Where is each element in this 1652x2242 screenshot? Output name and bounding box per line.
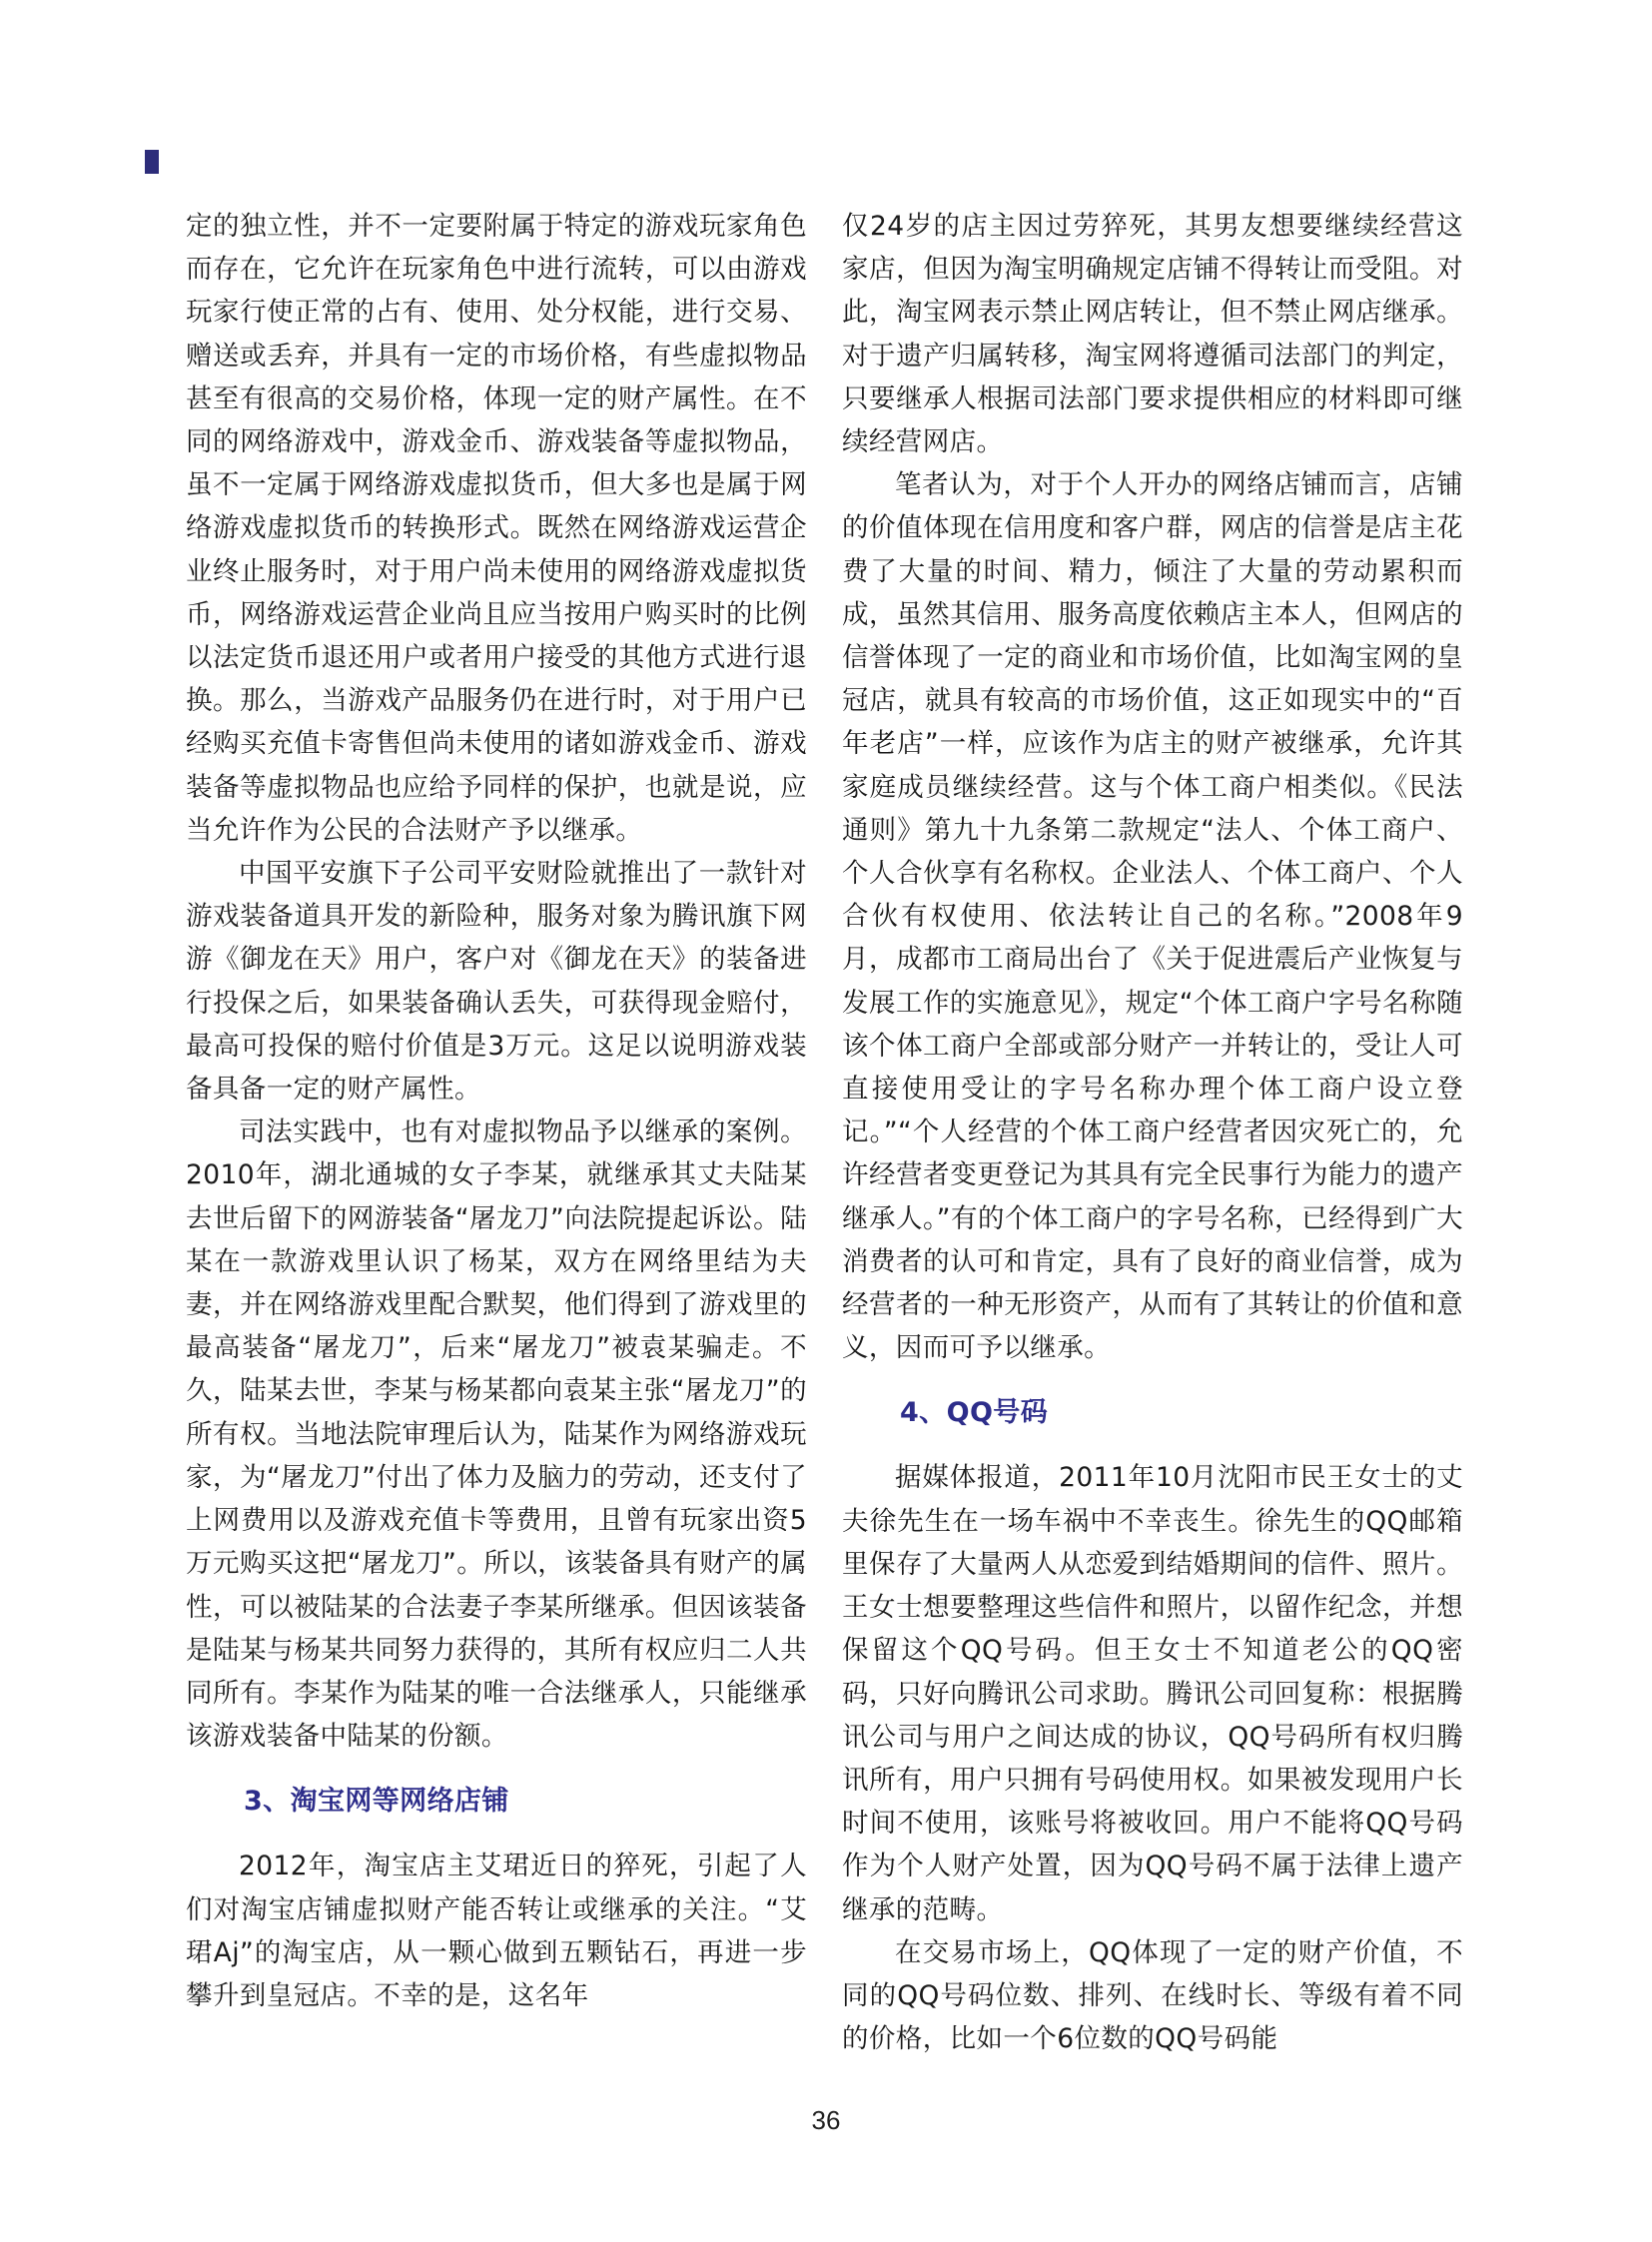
right-column [842,205,1463,2060]
section-heading-3: 3、淘宝网等网络店铺 [244,1786,509,1818]
left-paragraph-4: 2012年，淘宝店主艾珺近日的猝死，引起了人们对淘宝店铺虚拟财产能否转让或继承的关注。“艾珺Aj”的淘宝店，从一颗心做到五颗钻石，再进一步攀升到皇冠店。不幸的是，这名年 [186,1851,807,2011]
right-paragraph-2: 笔者认为，对于个人开办的网络店铺而言，店铺的价值体现在信用度和客户群，网店的信誉是店主花费了大量的时间、精力，倾注了大量的劳动累积而成，虽然其信用、服务高度依赖店主本人，但网店的信誉体现了一定的商业和市场价值，比如淘宝网的皇冠店，就具有较高的市场价值，这正如现实中的“百年老店”一样，应该作为店主的财产被继承，允许其家庭成员继续经营。这与个体工商户相类似。《民法通则》第九十九条第二款规定“法人、个体工商户、个人合伙享有名称权。企业法人、个体工商户、个人合伙有权使用、依法转让自己的名称。”2008年9月，成都市工商局出台了《关于促进震后产业恢复与发展工作的实施意见》，规定“个体工商户字号名称随该个体工商户全部或部分财产一并转让的，受让人可直接使用受让的字号名称办理个体工商户设立登记。”“个人经营的个体工商户经营者因灾死亡的，允许经营者变更登记为其具有完全民事行为能力的遗产继承人。”有的个体工商户的字号名称，已经得到广大消费者的认可和肯定，具有了良好的商业信誉，成为经营者的一种无形资产，从而有了其转让的价值和意义，因而可予以继承。 [842,469,1463,1364]
page-number: 36 [811,2105,841,2135]
left-column [186,205,807,2017]
section-heading-4: 4、QQ号码 [900,1397,1049,1429]
right-paragraph-3: 据媒体报道，2011年10月沈阳市民王女士的丈夫徐先生在一场车祸中不幸丧生。徐先生的QQ邮箱里保存了大量两人从恋爱到结婚期间的信件、照片。王女士想要整理这些信件和照片，以留作纪念，并想保留这个QQ号码。但王女士不知道老公的QQ密码，只好向腾讯公司求助。腾讯公司回复称：根据腾讯公司与用户之间达成的协议，QQ号码所有权归腾讯所有，用户只拥有号码使用权。如果被发现用户长时间不使用，该账号将被收回。用户不能将QQ号码作为个人财产处置，因为QQ号码不属于法律上遗产继承的范畴。 [842,1462,1463,1925]
left-paragraph-1: 定的独立性，并不一定要附属于特定的游戏玩家角色而存在，它允许在玩家角色中进行流转，可以由游戏玩家行使正常的占有、使用、处分权能，进行交易、赠送或丢弃，并具有一定的市场价格，有些虚拟物品甚至有很高的交易价格，体现一定的财产属性。在不同的网络游戏中，游戏金币、游戏装备等虚拟物品，虽不一定属于网络游戏虚拟货币，但大多也是属于网络游戏虚拟货币的转换形式。既然在网络游戏运营企业终止服务时，对于用户尚未使用的网络游戏虚拟货币，网络游戏运营企业尚且应当按用户购买时的比例以法定货币退还用户或者用户接受的其他方式进行退换。那么，当游戏产品服务仍在进行时，对于用户已经购买充值卡寄售但尚未使用的诸如游戏金币、游戏装备等虚拟物品也应给予同样的保护，也就是说，应当允许作为公民的合法财产予以继承。 [186,211,807,846]
right-paragraph-1: 仅24岁的店主因过劳猝死，其男友想要继续经营这家店，但因为淘宝明确规定店铺不得转让而受阻。对此，淘宝网表示禁止网店转让，但不禁止网店继承。对于遗产归属转移，淘宝网将遵循司法部门的判定，只要继承人根据司法部门要求提供相应的材料即可继续经营网店。 [842,211,1463,458]
left-paragraph-3: 司法实践中，也有对虚拟物品予以继承的案例。2010年，湖北通城的女子李某，就继承其丈夫陆某去世后留下的网游装备“屠龙刀”向法院提起诉讼。陆某在一款游戏里认识了杨某，双方在网络里结为夫妻，并在网络游戏里配合默契，他们得到了游戏里的最高装备“屠龙刀”，后来“屠龙刀”被袁某骗走。不久，陆某去世，李某与杨某都向袁某主张“屠龙刀”的所有权。当地法院审理后认为，陆某作为网络游戏玩家，为“屠龙刀”付出了体力及脑力的劳动，还支付了上网费用以及游戏充值卡等费用，且曾有玩家出资5万元购买这把“屠龙刀”。所以，该装备具有财产的属性，可以被陆某的合法妻子李某所继承。但因该装备是陆某与杨某共同努力获得的，其所有权应归二人共同所有。李某作为陆某的唯一合法继承人，只能继承该游戏装备中陆某的份额。 [186,1117,807,1753]
left-paragraph-2: 中国平安旗下子公司平安财险就推出了一款针对游戏装备道具开发的新险种，服务对象为腾讯旗下网游《御龙在天》用户，客户对《御龙在天》的装备进行投保之后，如果装备确认丢失，可获得现金赔付，最高可投保的赔付价值是3万元。这足以说明游戏装备具备一定的财产属性。 [186,858,807,1106]
page-corner-marker [145,150,159,174]
right-paragraph-4: 在交易市场上，QQ体现了一定的财产价值，不同的QQ号码位数、排列、在线时长、等级有着不同的价格，比如一个6位数的QQ号码能 [842,1936,1463,2055]
